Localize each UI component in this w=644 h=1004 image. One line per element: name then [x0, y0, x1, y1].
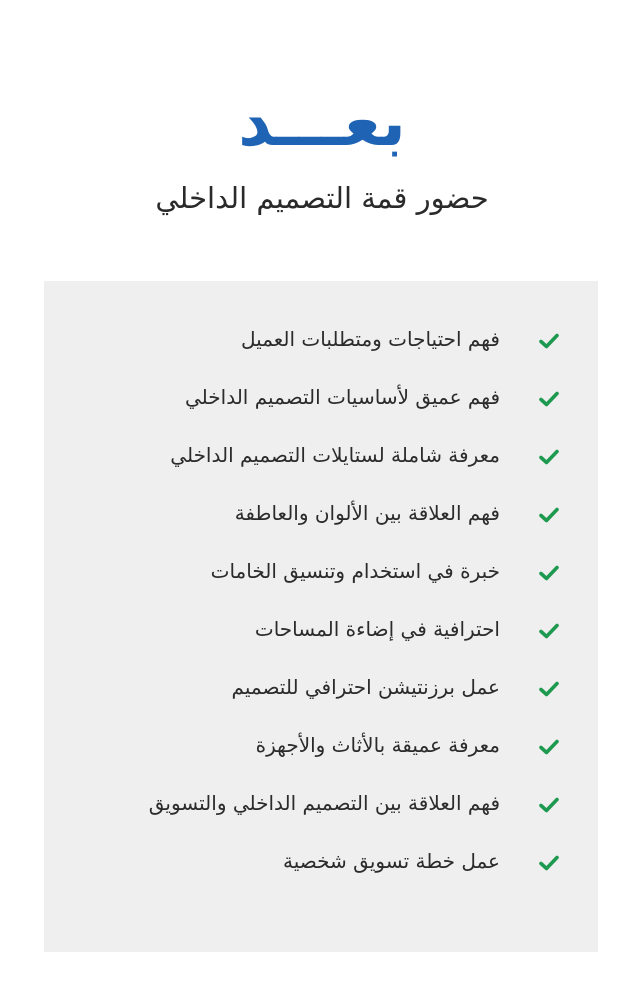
list-item-label: خبرة في استخدام وتنسيق الخامات — [210, 559, 500, 583]
list-item — [44, 543, 598, 601]
list-item — [44, 601, 598, 659]
list-item-label: عمل برزنتيشن احترافي للتصميم — [231, 675, 500, 699]
check-icon — [538, 678, 560, 700]
check-icon — [538, 330, 560, 352]
list-item — [44, 775, 598, 833]
list-item — [44, 427, 598, 485]
check-icon — [538, 794, 560, 816]
list-item — [44, 311, 598, 369]
benefits-list — [44, 311, 598, 891]
check-icon — [538, 446, 560, 468]
list-item-label: فهم احتياجات ومتطلبات العميل — [241, 327, 500, 351]
list-item — [44, 485, 598, 543]
check-icon — [538, 388, 560, 410]
list-item-label: عمل خطة تسويق شخصية — [283, 849, 500, 873]
list-item-label: معرفة شاملة لستايلات التصميم الداخلي — [170, 443, 500, 467]
list-item-label: فهم العلاقة بين الألوان والعاطفة — [234, 501, 500, 525]
page-title: بعـــد — [238, 84, 406, 161]
list-item — [44, 369, 598, 427]
check-icon — [538, 620, 560, 642]
list-item — [44, 833, 598, 891]
check-icon — [538, 562, 560, 584]
list-item-label: احترافية في إضاءة المساحات — [254, 617, 500, 641]
list-item-label: معرفة عميقة بالأثاث والأجهزة — [255, 733, 500, 757]
list-item — [44, 659, 598, 717]
list-item-label: فهم عميق لأساسيات التصميم الداخلي — [185, 385, 500, 409]
check-icon — [538, 852, 560, 874]
list-item-label: فهم العلاقة بين التصميم الداخلي والتسويق — [148, 791, 500, 815]
check-icon — [538, 736, 560, 758]
check-icon — [538, 504, 560, 526]
benefits-panel — [44, 281, 598, 952]
page-subtitle: حضور قمة التصميم الداخلي — [155, 181, 489, 215]
list-item — [44, 717, 598, 775]
